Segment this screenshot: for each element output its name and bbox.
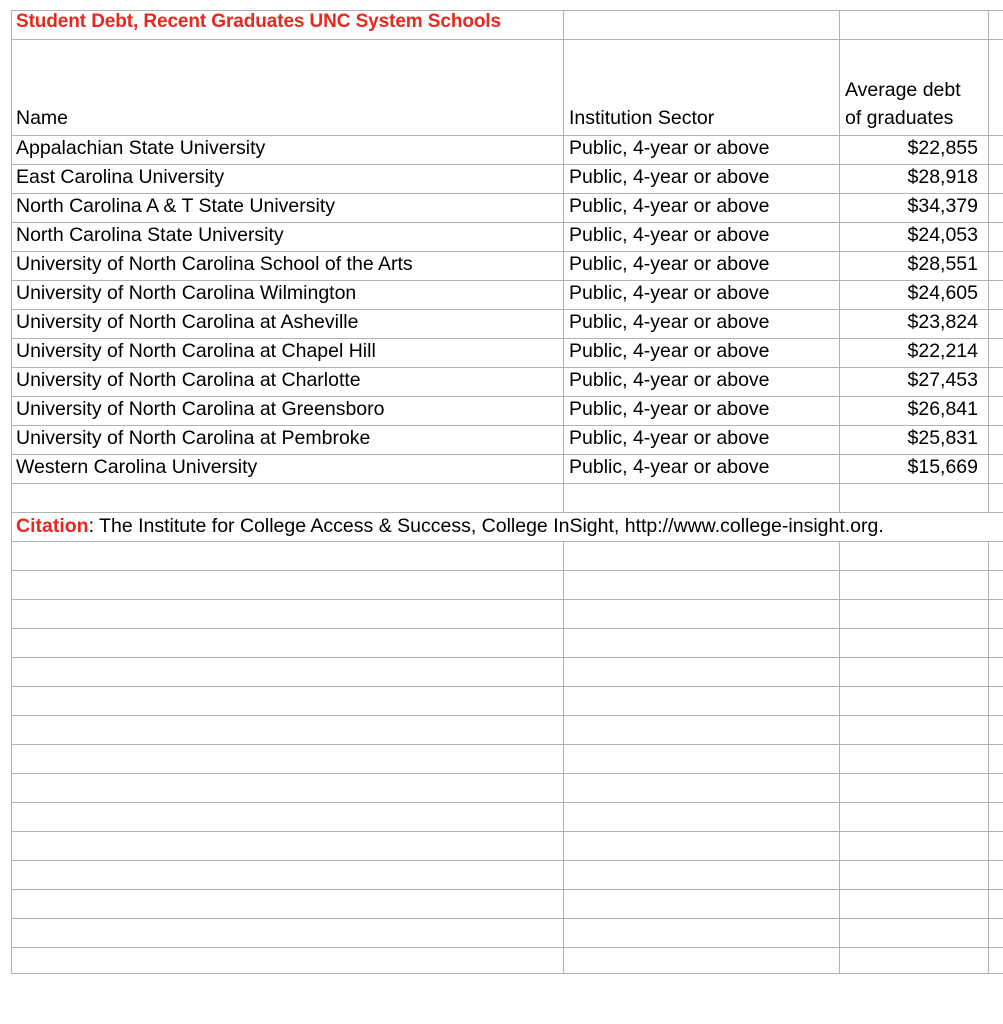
row-debt: $34,379 — [907, 195, 978, 217]
citation-text: : The Institute for College Access & Success, College InSight, http://www.college-insight.org. — [88, 515, 884, 537]
row-name: University of North Carolina at Asheville — [16, 311, 359, 333]
grid-hline — [11, 947, 1003, 948]
row-debt: $28,551 — [907, 253, 978, 275]
grid-hline — [11, 802, 1003, 803]
grid-hline — [11, 773, 1003, 774]
row-name: University of North Carolina at Greensboro — [16, 398, 385, 420]
sheet-title: Student Debt, Recent Graduates UNC System Schools — [16, 11, 501, 32]
row-debt: $15,669 — [907, 456, 978, 478]
row-name: Western Carolina University — [16, 456, 258, 478]
row-debt: $22,855 — [907, 137, 978, 159]
grid-hline — [11, 860, 1003, 861]
grid-hline — [11, 570, 1003, 571]
row-debt: $24,053 — [907, 224, 978, 246]
row-debt: $26,841 — [907, 398, 978, 420]
citation — [16, 512, 884, 540]
grid-vline — [563, 10, 564, 512]
grid-hline — [11, 831, 1003, 832]
grid-hline — [11, 599, 1003, 600]
grid-hline — [11, 973, 1003, 974]
row-name: Appalachian State University — [16, 137, 266, 159]
grid-hline — [11, 744, 1003, 745]
grid-hline — [11, 657, 1003, 658]
row-debt: $23,824 — [907, 311, 978, 333]
row-name: University of North Carolina School of the Arts — [16, 253, 413, 275]
grid-vline — [988, 541, 989, 974]
row-name: North Carolina State University — [16, 224, 284, 246]
row-name: University of North Carolina at Charlotte — [16, 369, 361, 391]
grid-vline — [563, 541, 564, 974]
grid-hline — [11, 628, 1003, 629]
row-sector: Public, 4-year or above — [569, 224, 770, 246]
grid-hline — [11, 686, 1003, 687]
row-debt: $27,453 — [907, 369, 978, 391]
header-sector: Institution Sector — [569, 107, 715, 129]
row-name: University of North Carolina at Pembroke — [16, 427, 371, 449]
grid-vline — [839, 541, 840, 974]
row-sector: Public, 4-year or above — [569, 137, 770, 159]
row-name: North Carolina A & T State University — [16, 195, 336, 217]
grid-hline — [11, 918, 1003, 919]
header-debt-line1: Average debt — [845, 79, 961, 101]
citation-label: Citation — [16, 515, 89, 537]
row-sector: Public, 4-year or above — [569, 456, 770, 478]
row-sector: Public, 4-year or above — [569, 166, 770, 188]
grid-vline — [11, 10, 12, 974]
grid-hline — [11, 889, 1003, 890]
row-name: University of North Carolina Wilmington — [16, 282, 357, 304]
header-debt-line2: of graduates — [845, 107, 954, 129]
grid-hline — [11, 483, 1003, 484]
grid-vline — [988, 10, 989, 512]
grid-hline — [11, 541, 1003, 542]
row-sector: Public, 4-year or above — [569, 398, 770, 420]
row-debt: $22,214 — [907, 340, 978, 362]
header-name: Name — [16, 107, 69, 129]
row-sector: Public, 4-year or above — [569, 369, 770, 391]
row-sector: Public, 4-year or above — [569, 195, 770, 217]
grid-hline — [11, 715, 1003, 716]
row-name: University of North Carolina at Chapel Hill — [16, 340, 376, 362]
row-sector: Public, 4-year or above — [569, 427, 770, 449]
grid-hline — [11, 39, 1003, 40]
spreadsheet-grid — [11, 10, 1003, 975]
row-debt: $28,918 — [907, 166, 978, 188]
row-name: East Carolina University — [16, 166, 225, 188]
row-sector: Public, 4-year or above — [569, 311, 770, 333]
row-sector: Public, 4-year or above — [569, 340, 770, 362]
row-sector: Public, 4-year or above — [569, 282, 770, 304]
row-debt: $25,831 — [907, 427, 978, 449]
row-sector: Public, 4-year or above — [569, 253, 770, 275]
row-debt: $24,605 — [907, 282, 978, 304]
